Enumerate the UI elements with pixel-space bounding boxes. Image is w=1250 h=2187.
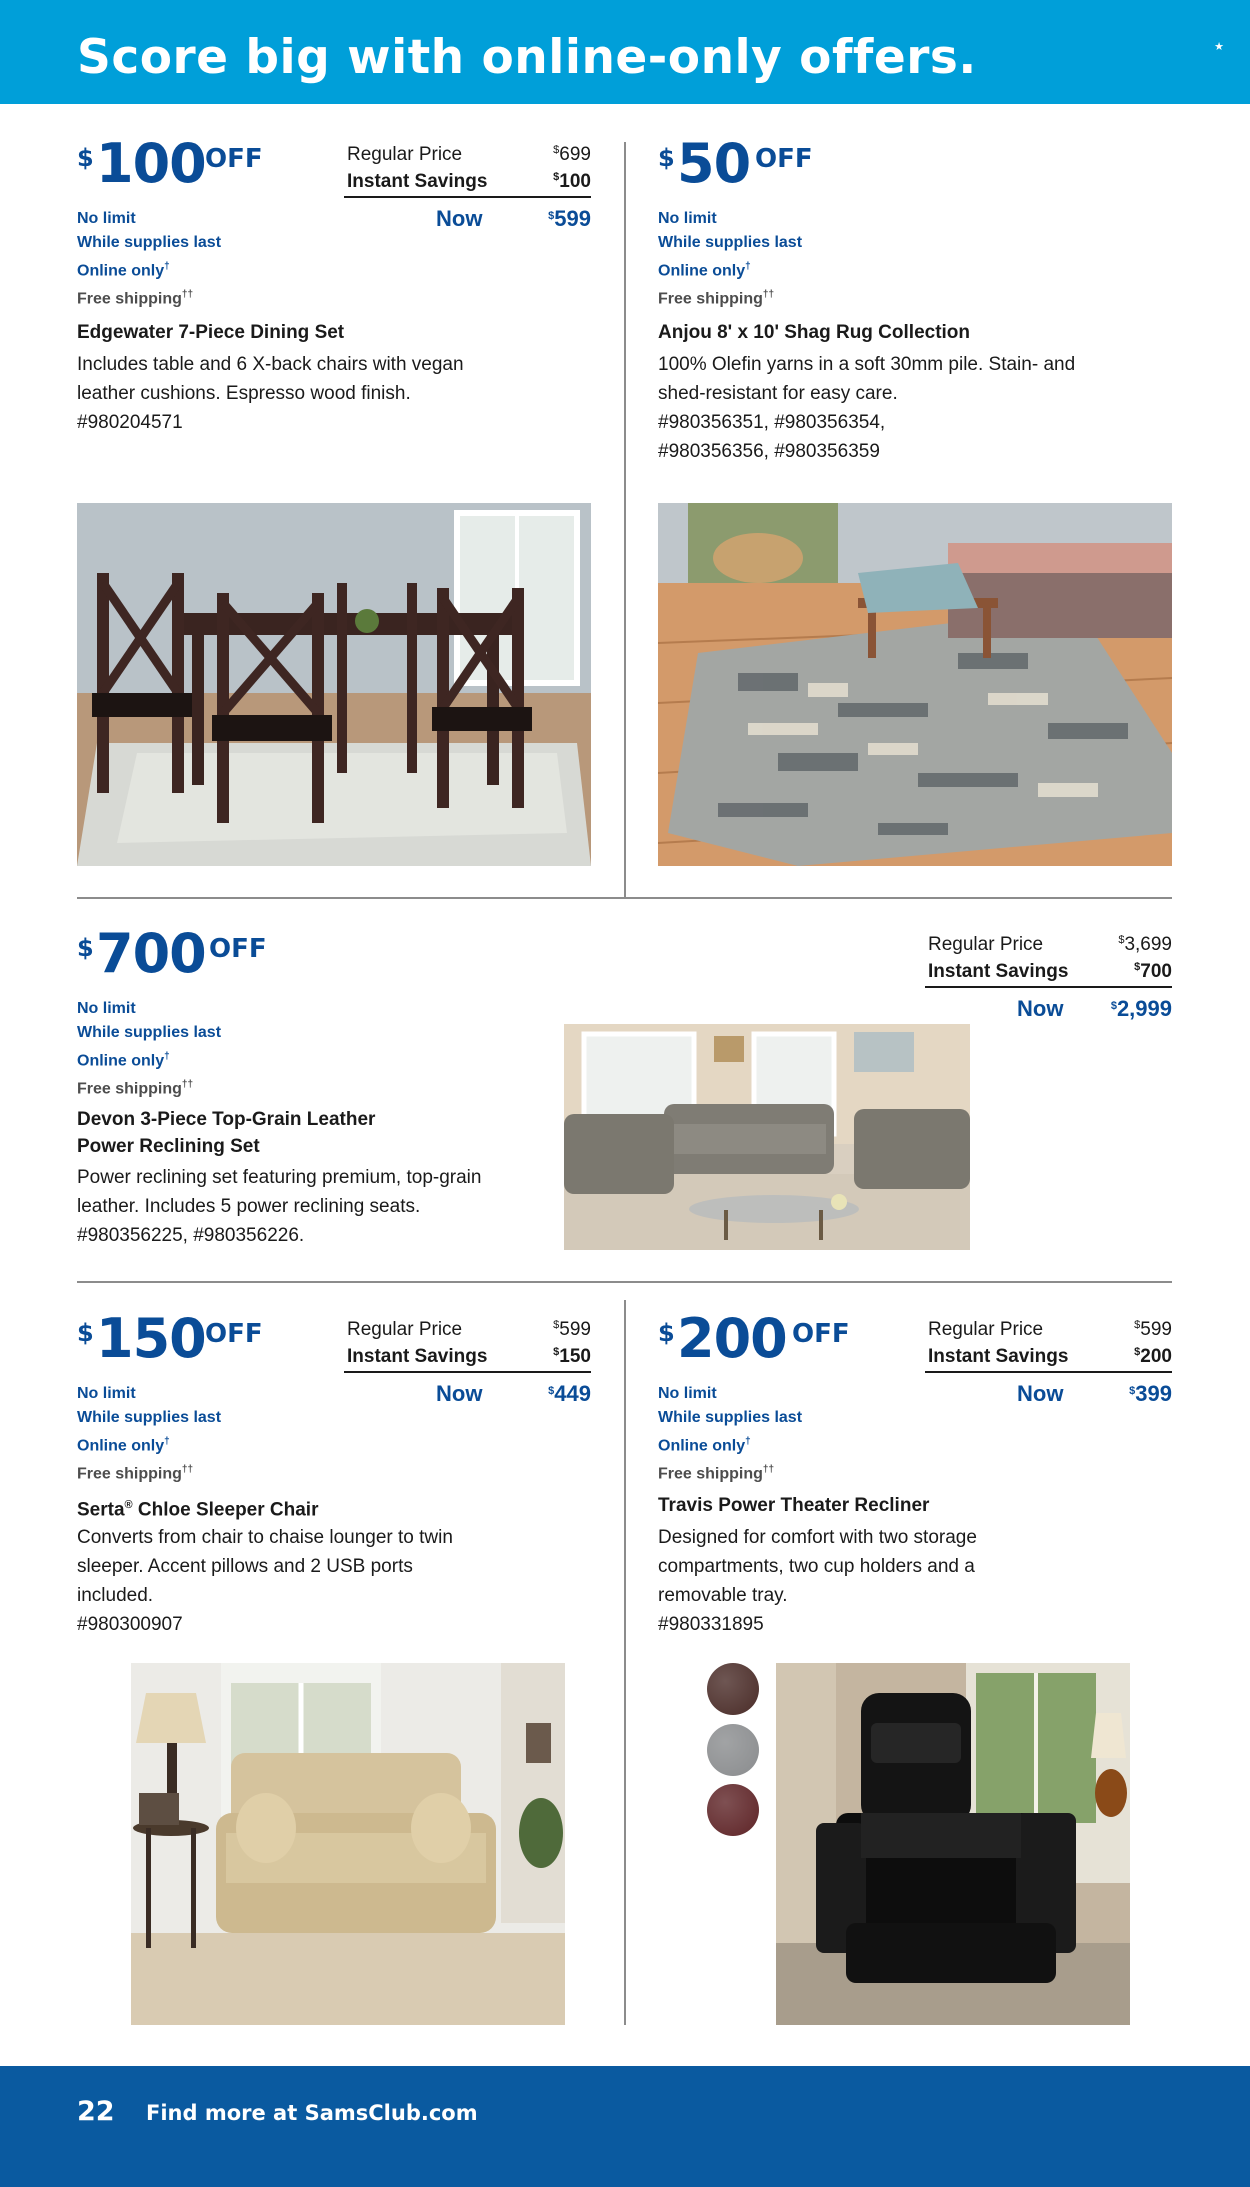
currency-symbol: $ — [658, 144, 675, 172]
color-swatch-brown[interactable] — [707, 1663, 759, 1715]
item-numbers: #980356225, #980356226. — [77, 1225, 305, 1246]
instant-savings-label: Instant Savings — [928, 1346, 1069, 1367]
regular-price-value: $599 — [553, 1319, 591, 1340]
product-name[interactable]: Travis Power Theater Recliner — [658, 1495, 930, 1516]
term-free-shipping: Free shipping†† — [658, 1464, 775, 1483]
product-shag-rug[interactable] — [658, 132, 1173, 870]
product-name[interactable]: Devon 3-Piece Top-Grain Leather Power Reclining Set — [77, 1109, 376, 1157]
regular-price-row — [925, 1319, 1172, 1346]
discount-label: OFF — [205, 144, 263, 174]
instant-savings-row — [344, 1346, 591, 1373]
price-table — [925, 934, 1172, 1023]
product-reclining-set[interactable] — [77, 922, 1172, 1270]
offer-terms — [77, 207, 221, 312]
theater-recliner-photo[interactable] — [776, 1663, 1130, 2025]
term-no-limit: No limit — [77, 1000, 136, 1017]
offer-terms — [658, 1382, 802, 1487]
discount-label: OFF — [205, 1319, 263, 1349]
now-price-value: $2,999 — [1110, 996, 1172, 1021]
term-while-supplies-last: While supplies last — [77, 234, 222, 251]
term-free-shipping: Free shipping†† — [77, 1464, 194, 1483]
offer-terms — [658, 207, 802, 312]
regular-price-value: $699 — [553, 144, 591, 165]
item-numbers: #980356351, #980356354, #980356356, #980356359 — [658, 412, 886, 462]
color-swatch-burgundy[interactable] — [707, 1784, 759, 1836]
product-description: Includes table and 6 X-back chairs with vegan leather cushions. Espresso wood finish. — [77, 354, 464, 404]
dining-set-photo[interactable] — [77, 503, 591, 866]
reclining-set-photo[interactable] — [564, 1024, 970, 1250]
column-divider-bottom — [624, 1300, 626, 2025]
product-name[interactable]: Anjou 8' x 10' Shag Rug Collection — [658, 322, 971, 343]
instant-savings-row — [344, 171, 591, 198]
discount-amount: 50 — [677, 132, 751, 195]
price-table — [344, 144, 591, 233]
currency-symbol: $ — [77, 934, 94, 962]
product-description: Designed for comfort with two storage compartments, two cup holders and a removable tray. — [658, 1527, 977, 1606]
instant-savings-row — [925, 961, 1172, 988]
product-sleeper-chair[interactable] — [77, 1307, 592, 2030]
page-footer — [0, 2066, 1250, 2187]
term-while-supplies-last: While supplies last — [77, 1409, 222, 1426]
discount-amount: 200 — [677, 1307, 787, 1370]
product-description: Converts from chair to chaise lounger to twin sleeper. Accent pillows and 2 USB ports included. — [77, 1527, 453, 1606]
instant-savings-row — [925, 1346, 1172, 1373]
footer-link[interactable]: Find more at SamsClub.com — [146, 2101, 478, 2125]
column-divider-top — [624, 142, 626, 897]
term-no-limit: No limit — [77, 1385, 136, 1402]
regular-price-label: Regular Price — [928, 1319, 1044, 1340]
offer-terms — [77, 997, 221, 1102]
discount-amount: 700 — [96, 922, 206, 985]
product-description: Power reclining set featuring premium, top-grain leather. Includes 5 power reclining seats. — [77, 1167, 482, 1217]
discount-label: OFF — [755, 144, 813, 174]
instant-savings-value: $700 — [1134, 961, 1172, 982]
color-swatch-gray[interactable] — [707, 1724, 759, 1776]
regular-price-label: Regular Price — [347, 1319, 463, 1340]
instant-savings-label: Instant Savings — [347, 171, 488, 192]
item-number: #980300907 — [77, 1614, 183, 1635]
now-label: Now — [1017, 996, 1064, 1021]
page-number: 22 — [77, 2096, 115, 2127]
now-label: Now — [436, 206, 483, 231]
currency-symbol: $ — [658, 1319, 675, 1347]
term-online-only: Online only† — [658, 261, 751, 280]
term-free-shipping: Free shipping†† — [77, 289, 194, 308]
instant-savings-value: $150 — [553, 1346, 591, 1367]
item-number: #980204571 — [77, 412, 183, 433]
regular-price-row — [925, 934, 1172, 961]
currency-symbol: $ — [77, 144, 94, 172]
product-name[interactable]: Serta® Chloe Sleeper Chair — [77, 1499, 319, 1521]
discount-amount: 150 — [96, 1307, 206, 1370]
product-name[interactable]: Edgewater 7-Piece Dining Set — [77, 322, 345, 343]
term-no-limit: No limit — [77, 210, 136, 227]
now-price-value: $599 — [548, 206, 591, 231]
price-table — [925, 1319, 1172, 1408]
instant-savings-value: $200 — [1134, 1346, 1172, 1367]
term-no-limit: No limit — [658, 210, 717, 227]
term-free-shipping: Free shipping†† — [77, 1079, 194, 1098]
now-price-row — [925, 996, 1172, 1023]
product-theater-recliner[interactable] — [658, 1307, 1173, 2030]
regular-price-row — [344, 1319, 591, 1346]
term-online-only: Online only† — [77, 261, 170, 280]
instant-savings-value: $100 — [553, 171, 591, 192]
shag-rug-photo[interactable] — [658, 503, 1172, 866]
now-price-row — [925, 1381, 1172, 1408]
offer-terms — [77, 1382, 221, 1487]
now-price-row — [344, 206, 591, 233]
term-online-only: Online only† — [77, 1051, 170, 1070]
now-price-value: $449 — [548, 1381, 591, 1406]
regular-price-row — [344, 144, 591, 171]
discount-label: OFF — [209, 934, 267, 964]
term-while-supplies-last: While supplies last — [77, 1024, 222, 1041]
regular-price-label: Regular Price — [347, 144, 463, 165]
discount-label: OFF — [792, 1319, 850, 1349]
regular-price-value: $3,699 — [1118, 934, 1172, 955]
row-divider-2 — [77, 1281, 1172, 1283]
discount-amount: 100 — [96, 132, 206, 195]
term-while-supplies-last: While supplies last — [658, 1409, 803, 1426]
product-dining-set[interactable] — [77, 132, 592, 870]
row-divider-1 — [77, 897, 1172, 899]
sleeper-chair-photo[interactable] — [131, 1663, 565, 2025]
instant-savings-label: Instant Savings — [347, 1346, 488, 1367]
item-number: #980331895 — [658, 1614, 764, 1635]
now-price-row — [344, 1381, 591, 1408]
regular-price-value: $599 — [1134, 1319, 1172, 1340]
now-label: Now — [436, 1381, 483, 1406]
term-free-shipping: Free shipping†† — [658, 289, 775, 308]
instant-savings-label: Instant Savings — [928, 961, 1069, 982]
term-no-limit: No limit — [658, 1385, 717, 1402]
now-label: Now — [1017, 1381, 1064, 1406]
regular-price-label: Regular Price — [928, 934, 1044, 955]
header-title: Score big with online-only offers. — [77, 30, 977, 85]
term-online-only: Online only† — [77, 1436, 170, 1455]
term-online-only: Online only† — [658, 1436, 751, 1455]
currency-symbol: $ — [77, 1319, 94, 1347]
page-header — [0, 0, 1250, 104]
price-table — [344, 1319, 591, 1408]
product-description: 100% Olefin yarns in a soft 30mm pile. Stain- and shed-resistant for easy care. — [658, 354, 1076, 404]
term-while-supplies-last: While supplies last — [658, 234, 803, 251]
header-mark-icon: ★ — [1214, 41, 1224, 53]
now-price-value: $399 — [1129, 1381, 1172, 1406]
